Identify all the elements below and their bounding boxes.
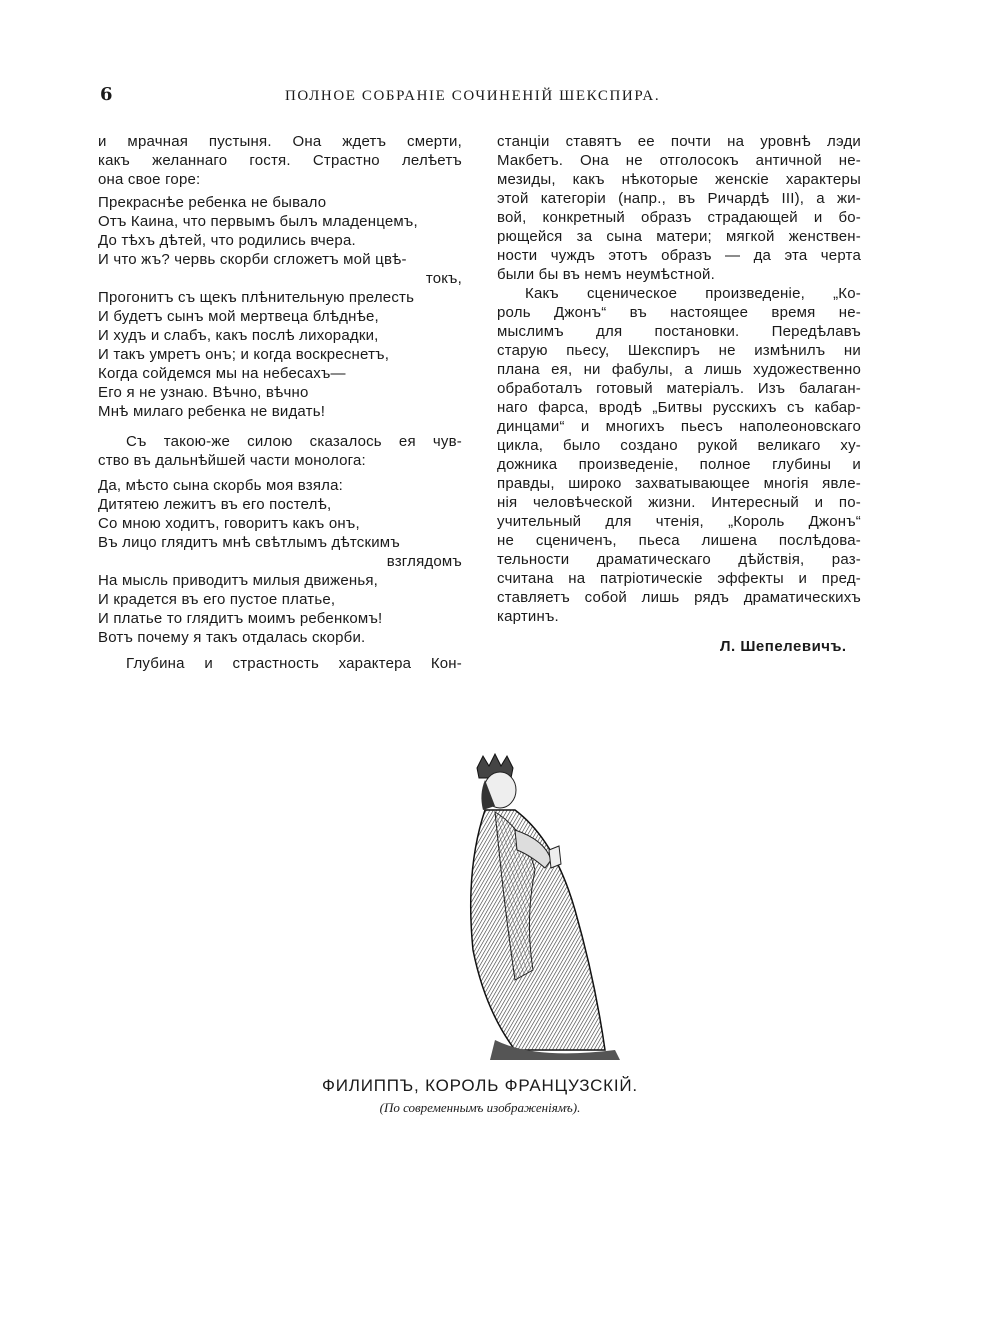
text-line: Да, мѣсто сына скорбь моя взяла: xyxy=(98,477,344,494)
text-line: роль Джонъ“ въ настоящее время не- xyxy=(497,304,861,321)
illustration-caption: ФИЛИППЪ, КОРОЛЬ ФРАНЦУЗСКІЙ. xyxy=(322,1076,638,1095)
text-line: Съ такою-же силою сказалось ея чув- xyxy=(126,433,462,450)
page-number: 6 xyxy=(100,84,113,105)
text-line: И крадется въ его пустое платье, xyxy=(98,591,336,608)
text-line: динцами“ и многихъ пьесъ наполеоновскаго xyxy=(497,418,861,435)
text-line: мезиды, какъ нѣкоторые женскіе характеры xyxy=(497,171,861,188)
text-line: мыслимъ для постановки. Передѣлавъ xyxy=(497,323,861,340)
text-line: плана ея, ни фабулы, а лишь художественно xyxy=(497,361,861,378)
text-line: Вотъ почему я такъ отдалась скорби. xyxy=(98,629,366,646)
text-line: Въ лицо глядитъ мнѣ свѣтлымъ дѣтскимъ xyxy=(98,534,400,551)
text-line: считана на патріотическіе эффекты и пред- xyxy=(497,570,861,587)
text-line: Глубина и страстность характера Кон- xyxy=(126,655,462,672)
text-line: Отъ Каина, что первымъ былъ младенцемъ, xyxy=(98,213,418,230)
text-line: не сцениченъ, пьеса лишена послѣдова- xyxy=(497,532,861,549)
text-line: картинъ. xyxy=(497,608,559,625)
text-line: были бы въ немъ неумѣстной. xyxy=(497,266,715,283)
text-line: и мрачная пустыня. Она ждетъ смерти, xyxy=(98,133,462,150)
text-line: обработалъ готовый матеріалъ. Изъ балаган- xyxy=(497,380,861,397)
text-line: Какъ сценическое произведеніе, „Ко- xyxy=(525,285,861,302)
text-line: Со мною ходитъ, говоритъ какъ онъ, xyxy=(98,515,360,532)
text-line: взглядомъ xyxy=(386,553,462,570)
text-line: ставляетъ собой лишь рядъ драматическихъ xyxy=(497,589,861,606)
text-line: какъ желаннаго гостя. Страстно лелѣетъ xyxy=(98,152,462,169)
author-signature: Л. Шепелевичъ. xyxy=(720,638,847,655)
illustration-subcaption: (По современнымъ изображеніямъ). xyxy=(379,1100,581,1115)
text-line: правды, широко захватывающее многія явле- xyxy=(497,475,861,492)
text-line: станціи ставятъ ее почти на уровнѣ лэди xyxy=(497,133,861,150)
text-line: И худъ и слабъ, какъ послѣ лихорадки, xyxy=(98,327,379,344)
text-line: она свое горе: xyxy=(98,171,201,188)
king-philip-engraving xyxy=(455,750,655,1070)
text-line: И платье то глядитъ моимъ ребенкомъ! xyxy=(98,610,383,627)
text-line: учительный для чтенія, „Король Джонъ“ xyxy=(497,513,861,530)
text-line: Когда сойдемся мы на небесахъ— xyxy=(98,365,346,382)
text-line: ство въ дальнѣйшей части монолога: xyxy=(98,452,366,469)
text-line: дожника произведеніе, полное глубины и xyxy=(497,456,861,473)
text-line: Прекраснѣе ребенка не бывало xyxy=(98,194,327,211)
text-line: Его я не узнаю. Вѣчно, вѣчно xyxy=(98,384,309,401)
text-line: ности чуждъ этотъ образъ — да эта черта xyxy=(497,247,861,264)
text-line: этой категоріи (напр., въ Ричардѣ III), а жи- xyxy=(497,190,861,207)
text-line: До тѣхъ дѣтей, что родились вчера. xyxy=(98,232,356,249)
text-line: И будетъ сынъ мой мертвеца блѣднѣе, xyxy=(98,308,379,325)
text-line: И такъ умретъ онъ; и когда воскреснетъ, xyxy=(98,346,390,363)
text-line: токъ, xyxy=(425,270,462,287)
text-line: Макбетъ. Она не отголосокъ античной не- xyxy=(497,152,861,169)
text-line: Мнѣ милаго ребенка не видать! xyxy=(98,403,326,420)
text-line: Дитятею лежитъ въ его постелѣ, xyxy=(98,496,332,513)
text-line: наго фарса, вродѣ „Битвы русскихъ съ кабар- xyxy=(497,399,861,416)
text-line: рющейся за сына матери; мягкой женствен- xyxy=(497,228,861,245)
text-line: старую пьесу, Шекспиръ не измѣнилъ ни xyxy=(497,342,861,359)
running-head: ПОЛНОЕ СОБРАНІЕ СОЧИНЕНІЙ ШЕКСПИРА. xyxy=(285,88,661,104)
text-line: На мысль приводитъ милыя движенья, xyxy=(98,572,379,589)
text-line: И что жъ? червь скорби сгложетъ мой цвѣ- xyxy=(98,251,407,268)
text-line: тельности драматическаго дѣйствія, раз- xyxy=(497,551,861,568)
text-line: вой, конкретный образъ страдающей и бо- xyxy=(497,209,861,226)
text-line: цикла, было создано рукой великаго ху- xyxy=(497,437,861,454)
text-line: Прогонитъ съ щекъ плѣнительную прелесть xyxy=(98,289,415,306)
text-line: нія человѣческой жизни. Интересный и по- xyxy=(497,494,861,511)
